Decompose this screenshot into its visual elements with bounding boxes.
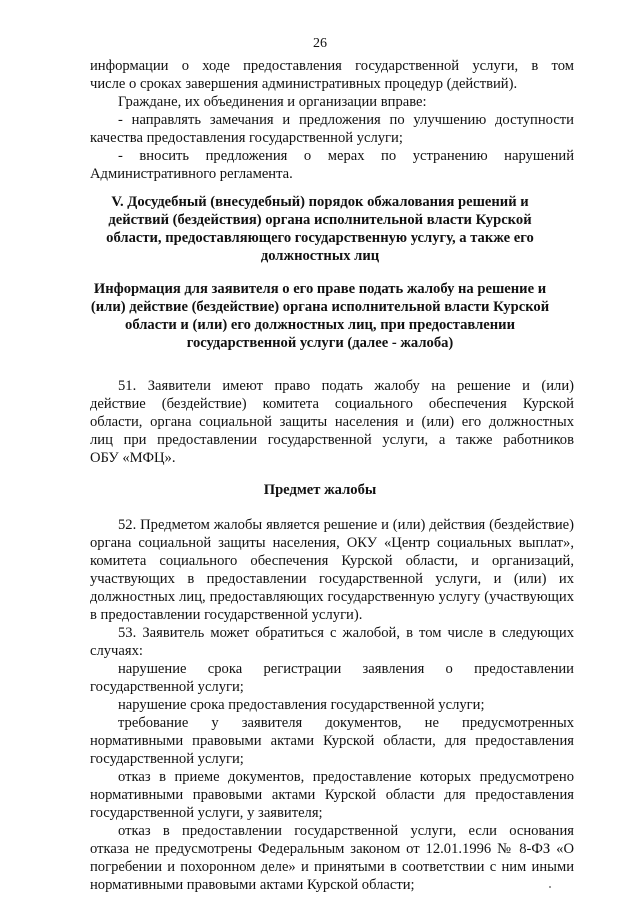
subheading-line: (или) действие (бездействие) органа исполнительной власти Курской [90,299,550,315]
text-line: участвующих в предоставлении государственной услуги, и (или) их [90,571,574,587]
text-line: государственной услуги; [90,679,244,695]
page-number: 26 [313,36,327,51]
text-line: Административного регламента. [90,166,293,182]
text-line: действие (бездействие) комитета социального обеспечения Курской [90,396,574,412]
text-line: нормативными правовыми актами Курской области для предоставления [90,787,574,803]
text-line: - направлять замечания и предложения по улучшению доступности [118,112,574,128]
text-line: комитета социального обеспечения Курской области, и организаций, [90,553,574,569]
section-heading-line: должностных лиц [260,248,380,264]
text-line: государственной услуги, у заявителя; [90,805,323,821]
text-line: информации о ходе предоставления государственной услуги, в том [90,58,574,74]
text-line: Граждане, их объединения и организации вправе: [118,94,427,110]
text-line: требование у заявителя документов, не предусмотренных [118,715,574,731]
text-line: нарушение срока предоставления государственной услуги; [118,697,485,713]
text-line: 53. Заявитель может обратиться с жалобой, в том числе в следующих [118,625,574,641]
text-line: в предоставлении государственной услуги). [90,607,363,623]
text-line: нарушение срока регистрации заявления о предоставлении [118,661,574,677]
text-line: органа социальной защиты населения, ОКУ «Центр социальных выплат», [90,535,574,551]
text-line: области, органа социальной защиты населения и (или) его должностных [90,414,574,430]
subheading-line: Информация для заявителя о его праве подать жалобу на решение и [93,281,547,297]
text-line: должностных лиц, предоставляющих государственную услугу (участвующих [90,589,574,605]
text-line: ОБУ «МФЦ». [90,450,176,466]
scan-speck [549,886,551,888]
section-heading-line: области, предоставляющего государственную услугу, а также его [106,230,534,246]
text-line: отказа не предусмотрены Федеральным законом от 12.01.1996 № 8-ФЗ «О [90,841,574,857]
text-line: погребении и похоронном деле» и принятыми в соответствии с ним иными [90,859,574,875]
text-line: нормативными правовыми актами Курской области, для предоставления [90,733,574,749]
subheading-line: государственной услуги (далее - жалоба) [186,335,454,351]
text-line: числе о сроках завершения административных процедур (действий). [90,76,518,92]
text-line: нормативными правовыми актами Курской области; [90,877,415,893]
section-heading-line: V. Досудебный (внесудебный) порядок обжалования решений и [111,194,529,210]
subheading-line: области и (или) его должностных лиц, при предоставлении [125,317,515,333]
subheading-line: Предмет жалобы [263,482,377,498]
text-line: случаях: [90,643,143,659]
text-line: 52. Предметом жалобы является решение и (или) действия (бездействие) [118,517,574,533]
text-line: отказ в приеме документов, предоставление которых предусмотрено [118,769,574,785]
text-line: лиц при предоставлении государственной услуги, а также работников [90,432,574,448]
text-line: - вносить предложения о мерах по устранению нарушений [118,148,574,164]
section-heading-line: действий (бездействия) органа исполнительной власти Курской [108,212,532,228]
text-line: 51. Заявители имеют право подать жалобу на решение и (или) [118,378,574,394]
text-line: государственной услуги; [90,751,244,767]
text-line: качества предоставления государственной услуги; [90,130,403,146]
text-line: отказ в предоставлении государственной услуги, если основания [118,823,574,839]
